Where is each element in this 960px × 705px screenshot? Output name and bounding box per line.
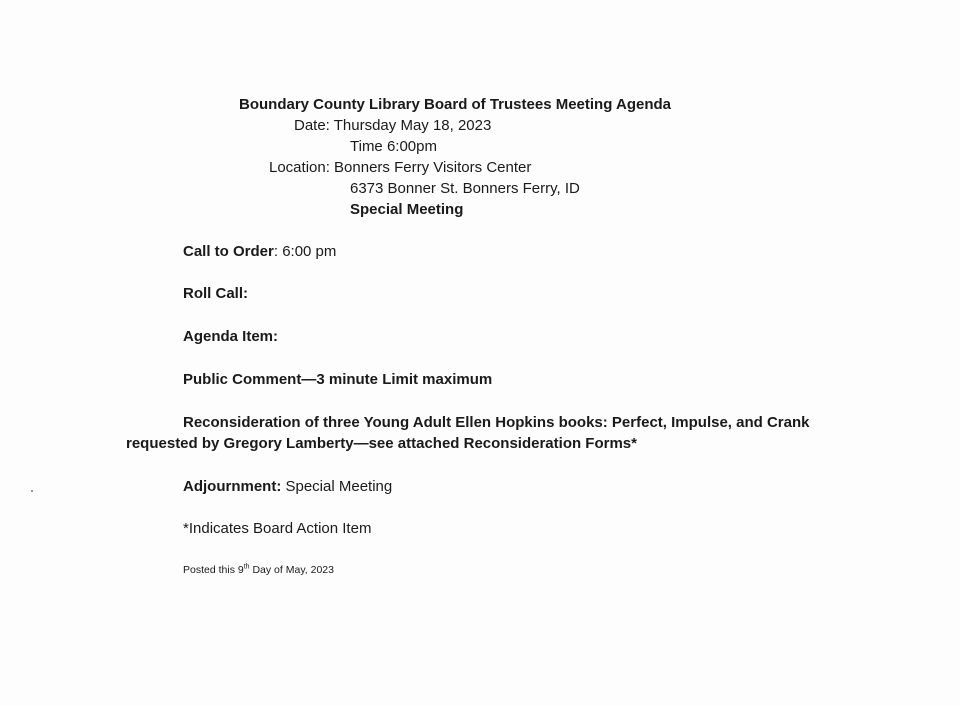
meeting-address: 6373 Bonner St. Bonners Ferry, ID	[350, 180, 580, 197]
adjournment-value: Special Meeting	[281, 478, 393, 495]
call-to-order-value: : 6:00 pm	[273, 243, 337, 260]
scan-speck	[31, 490, 33, 492]
call-to-order	[183, 243, 336, 261]
reconsideration-line-1: Reconsideration of three Young Adult Ellen Hopkins books: Perfect, Impulse, and Crank	[183, 414, 810, 431]
adjournment	[183, 478, 392, 496]
posted-date	[183, 561, 334, 579]
board-action-note: *Indicates Board Action Item	[183, 520, 372, 537]
agenda-title: Boundary County Library Board of Trustees Meeting Agenda	[239, 96, 671, 113]
adjournment-label: Adjournment:	[183, 478, 282, 495]
agenda-item: Agenda Item:	[183, 328, 279, 345]
posted-ordinal: th	[243, 563, 250, 571]
meeting-date: Date: Thursday May 18, 2023	[294, 117, 492, 134]
posted-prefix: Posted this 9	[183, 564, 244, 576]
public-comment: Public Comment—3 minute Limit maximum	[183, 371, 493, 388]
reconsideration-line-2: requested by Gregory Lamberty—see attached Reconsideration Forms*	[126, 435, 637, 452]
meeting-location: Location: Bonners Ferry Visitors Center	[269, 159, 532, 176]
roll-call: Roll Call:	[183, 285, 249, 302]
call-to-order-label: Call to Order	[183, 243, 274, 260]
meeting-type: Special Meeting	[350, 201, 464, 218]
posted-suffix: Day of May, 2023	[249, 564, 334, 576]
meeting-time: Time 6:00pm	[350, 138, 437, 155]
